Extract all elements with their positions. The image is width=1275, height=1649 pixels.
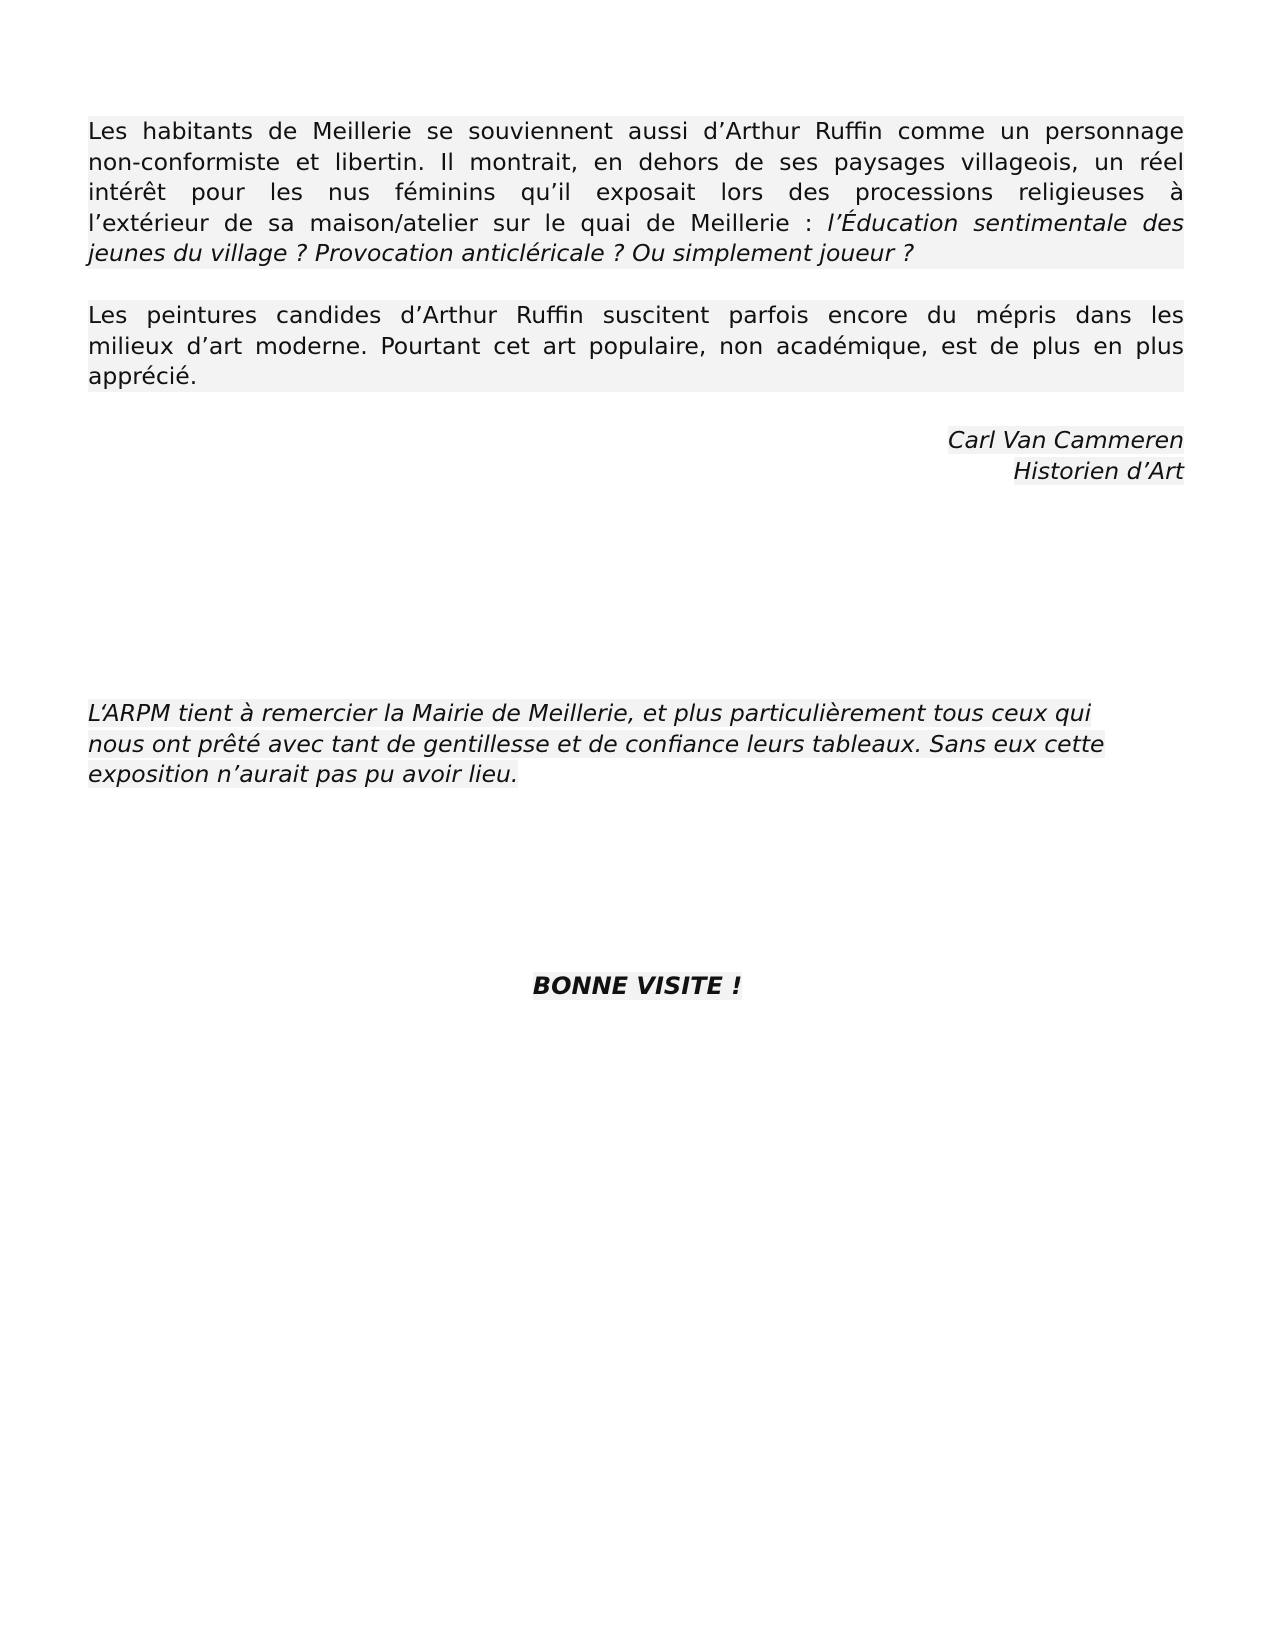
closing-text: BONNE VISITE ! [532,972,743,1000]
italic-segment: jeunes du village ? Provocation anticléricale ? Ou simplement joueur ? [88,239,915,267]
closing-heading [0,972,1275,1000]
text-line: Les peintures candides d’Arthur Ruffin suscitent parfois encore du mépris dans les [88,301,1184,329]
signature-name-text: Carl Van Cammeren [948,426,1184,454]
text-line: L‘ARPM tient à remercier la Mairie de Meillerie, et plus particulièrement tous ceux qui [88,699,1092,727]
text-line [88,208,1184,239]
text-line: milieux d’art moderne. Pourtant cet art populaire, non académique, est de plus en plus [88,331,1184,360]
text-line: nous ont prêté avec tant de gentillesse et de confiance leurs tableaux. Sans eux cette [88,729,1105,758]
text-line: non-conformiste et libertin. Il montrait, en dehors de ses paysages villageois, un réel [88,147,1184,176]
signature-name [88,425,1184,456]
text-line: intérêt pour les nus féminins qu’il exposait lors des processions religieuses à [88,178,1184,206]
text-line: apprécié. [88,362,198,390]
paragraph-ruffin-reception [88,300,1184,392]
text-line: Les habitants de Meillerie se souviennent aussi d’Arthur Ruffin comme un personnage [88,117,1184,145]
italic-segment: l’Éducation sentimentale des [827,208,1184,237]
signature [88,425,1184,486]
acknowledgement-paragraph [88,698,1184,790]
text-segment: l’extérieur de sa maison/atelier sur le quai de Meillerie : [88,208,828,237]
signature-title-text: Historien d’Art [1013,456,1184,485]
paragraph-ruffin-character [88,116,1184,269]
text-line: exposition n’aurait pas pu avoir lieu. [88,760,519,788]
text-line [88,238,1184,269]
signature-title [88,456,1184,487]
